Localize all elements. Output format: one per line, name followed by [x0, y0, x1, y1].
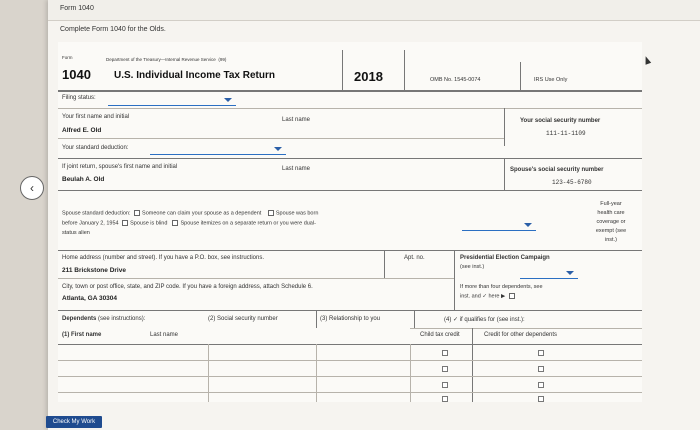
city-value[interactable]: Atlanta, GA 30304 [62, 295, 118, 302]
dep-col-last: Last name [150, 332, 179, 338]
table-row [58, 376, 642, 377]
ssn-value[interactable]: 111-11-1109 [546, 130, 586, 137]
spouse-first-value[interactable]: Beulah A. Old [62, 176, 105, 183]
spouse-last-label: Last name [282, 166, 311, 172]
form-title: U.S. Individual Income Tax Return [114, 70, 275, 81]
dept-text: Department of the Treasury—Internal Revenue Service (99) [106, 57, 227, 62]
last-name-label: Last name [282, 117, 311, 123]
pec-label: Presidential Election Campaign [460, 255, 550, 261]
filing-status-dropdown[interactable] [108, 95, 236, 106]
dep-col-other-credit: Credit for other dependents [484, 332, 558, 338]
checkbox-dep2-other[interactable] [538, 366, 544, 372]
first-name-value[interactable]: Alfred E. Old [62, 127, 102, 134]
tab-bar [48, 0, 700, 21]
checkbox-dep2-child[interactable] [442, 366, 448, 372]
instructions: Complete Form 1040 for the Olds. [60, 26, 166, 33]
first-name-label: Your first name and initial [62, 114, 130, 120]
form-number: 1040 [62, 67, 91, 82]
checkbox-spouse-born[interactable] [268, 210, 274, 216]
health-care-label: Full-year health care coverage or exempt (see inst.) [595, 201, 627, 243]
more-deps-line1: If more than four dependents, see [460, 284, 543, 290]
table-row [58, 392, 642, 393]
checkbox-dep1-child[interactable] [442, 350, 448, 356]
dep-col-child-credit: Child tax credit [420, 332, 460, 338]
check-my-work-button[interactable]: Check My Work [46, 416, 102, 428]
form-word: Form [62, 55, 73, 60]
app-window [48, 0, 700, 430]
spouse-std-ded-line3: status alien [62, 230, 90, 236]
more-deps-line2: inst. and ✓ here ▶ [460, 293, 517, 299]
pec-dropdown[interactable] [520, 268, 578, 279]
chevron-down-icon [224, 98, 232, 102]
checkbox-dep4-other[interactable] [538, 396, 544, 402]
checkbox-more-deps[interactable] [509, 293, 515, 299]
omb-number: OMB No. 1545-0074 [430, 77, 481, 83]
checkbox-dep4-child[interactable] [442, 396, 448, 402]
checkbox-dep3-other[interactable] [538, 382, 544, 388]
health-care-dropdown[interactable] [462, 220, 536, 231]
dependents-label: Dependents (see instructions): [62, 316, 146, 322]
dep-col-relationship: (3) Relationship to you [320, 316, 381, 322]
home-address-value[interactable]: 211 Brickstone Drive [62, 267, 126, 274]
city-label: City, town or post office, state, and ZIP code. If you have a foreign address, attach Schedule 6. [62, 284, 313, 290]
checkbox-spouse-blind[interactable] [122, 220, 128, 226]
tax-year: 2018 [354, 69, 383, 84]
filing-status-label: Filing status: [62, 95, 96, 101]
irs-use-only: IRS Use Only [534, 77, 568, 83]
form-1040 [58, 42, 642, 402]
spouse-first-label: If joint return, spouse's first name and initial [62, 164, 178, 170]
spouse-std-ded-line2: before January 2, 1954 Spouse is blind Spouse itemizes on a separate return or you were dual- [62, 220, 316, 227]
std-ded-dropdown[interactable] [150, 144, 286, 155]
mouse-cursor-icon [643, 55, 651, 65]
ssn-label: Your social security number [520, 118, 601, 124]
dep-col-first: (1) First name [62, 332, 102, 338]
spouse-ssn-value[interactable]: 123-45-6780 [552, 179, 592, 186]
std-ded-label: Your standard deduction: [62, 145, 129, 151]
chevron-left-icon: ‹ [30, 181, 34, 195]
dep-col-ssn: (2) Social security number [208, 316, 278, 322]
checkbox-spouse-itemizes[interactable] [172, 220, 178, 226]
checkbox-dep1-other[interactable] [538, 350, 544, 356]
back-arrow-button[interactable] [20, 176, 44, 200]
checkbox-spouse-dependent[interactable] [134, 210, 140, 216]
spouse-ssn-label: Spouse's social security number [510, 167, 604, 173]
spouse-std-ded-line1: Spouse standard deduction: Someone can claim your spouse as a dependent Spouse was born [62, 210, 319, 217]
apt-label: Apt. no. [404, 255, 425, 261]
chevron-down-icon [274, 147, 282, 151]
pec-sub: (see inst.) [460, 264, 485, 270]
checkbox-dep3-child[interactable] [442, 382, 448, 388]
dep-col-qualifies: (4) ✓ if qualifies for (see inst.): [444, 317, 525, 323]
table-row [58, 360, 642, 361]
home-address-label: Home address (number and street). If you have a P.O. box, see instructions. [62, 255, 264, 261]
chevron-down-icon [566, 271, 574, 275]
tab-title[interactable]: Form 1040 [60, 5, 94, 12]
chevron-down-icon [524, 223, 532, 227]
